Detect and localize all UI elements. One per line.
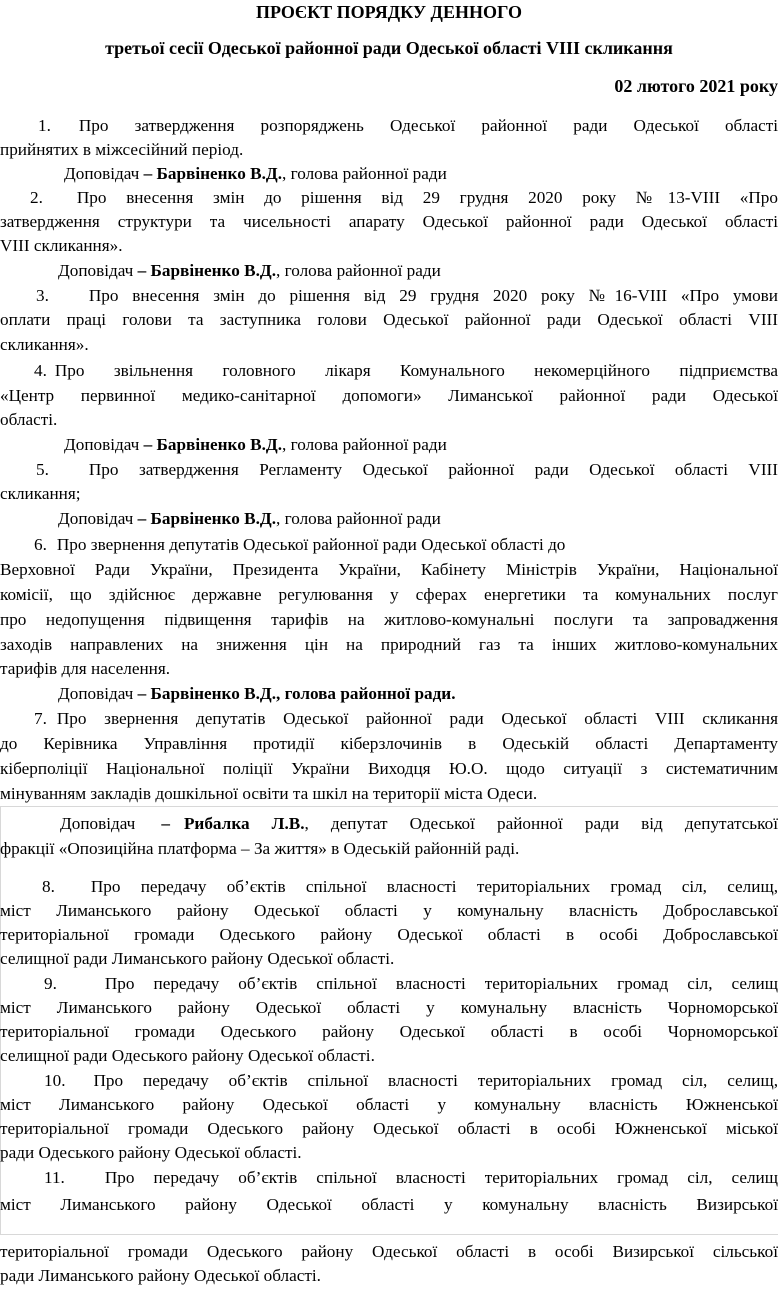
reporter-line — [0, 433, 778, 457]
agenda-item-line: Верховної Ради України, Президента України, Кабінету Міністрів України, Національної — [0, 560, 778, 579]
agenda-item-line: міст Лиманського району Одеської області у комунальну власність Южненської — [0, 1095, 778, 1114]
reporter-label: Доповідач — [58, 684, 134, 703]
item-number: 6. — [34, 535, 47, 554]
reporter-role: , голова районної ради — [282, 164, 447, 183]
agenda-item-line: територіальної громади Одеського району Одеської області в особі Чорноморської — [0, 1022, 778, 1041]
reporter-line — [0, 682, 778, 706]
reporter-role-line: фракції «Опозиційна платформа – За життя» в Одеській районній раді. — [0, 839, 520, 858]
agenda-item-line: скликання». — [0, 335, 89, 354]
agenda-item-line: VIII скликання». — [0, 236, 123, 255]
reporter-dash: – — [143, 435, 153, 454]
agenda-item-line: заходів направлених на зниження цін на природний газ та інших житлово-комунальних — [0, 635, 778, 654]
agenda-item-line — [0, 186, 778, 210]
item-text: Про затвердження розпоряджень Одеської районної ради Одеської області — [78, 116, 778, 135]
agenda-item-line: міст Лиманського району Одеської області у комунальну власність Чорноморської — [0, 998, 778, 1017]
item-number: 10. — [44, 1071, 66, 1090]
agenda-item-line: мінуванням закладів дошкільної освіти та шкіл на території міста Одеси. — [0, 784, 538, 803]
reporter-name: Барвіненко В.Д. — [156, 164, 282, 183]
scan-edge-top — [0, 806, 778, 807]
item-text: Про внесення змін до рішення від 29 грудня 2020 року №16-VIII «Про умови — [88, 286, 778, 305]
agenda-item-line — [0, 359, 778, 383]
agenda-item-line: тарифів для населення. — [0, 659, 171, 678]
agenda-item-line — [0, 533, 778, 557]
agenda-item-line — [0, 1166, 778, 1190]
agenda-item-line: комісії, що здійснює державне регулювання у сферах енергетики та комунальних послуг — [0, 585, 778, 604]
reporter-dash: – — [161, 814, 170, 833]
reporter-dash: – — [137, 509, 147, 528]
agenda-item-line — [0, 114, 778, 138]
item-number: 7. — [34, 709, 47, 728]
reporter-role: , депутат Одеської районної ради від депутатської — [304, 814, 778, 833]
agenda-item-line: ради Лиманського району Одеської області. — [0, 1266, 321, 1285]
agenda-item-line: територіальної громади Одеського району Одеської області в особі Визирської сільської — [0, 1242, 778, 1261]
reporter-role: , голова районної ради — [282, 435, 447, 454]
reporter-name: Барвіненко В.Д. — [150, 684, 276, 703]
agenda-item-line: про недопущення підвищення тарифів на житлово-комунальні послуги та запровадження — [0, 610, 778, 629]
reporter-dash: – — [143, 164, 153, 183]
document-date: 02 лютого 2021 року — [614, 76, 778, 96]
item-text: Про передачу об’єктів спільної власності територіальних громад сіл, селищ — [104, 974, 778, 993]
item-text: Про внесення змін до рішення від 29 грудня 2020 року №13-VIII «Про — [76, 188, 778, 207]
reporter-role: , голова районної ради. — [276, 684, 456, 703]
agenda-item-line: затвердження структури та чисельності апарату Одеської районної ради Одеської області — [0, 212, 778, 231]
agenda-item-line — [0, 1069, 778, 1093]
agenda-item-line: територіальної громади Одеського району Одеської області в особі Доброславської — [0, 925, 778, 944]
reporter-label: Доповідач — [58, 261, 134, 280]
scan-edge-bottom — [0, 1234, 778, 1235]
agenda-item-line: селищної ради Лиманського району Одеської області. — [0, 949, 395, 968]
agenda-item-line — [0, 875, 778, 899]
item-text: Про передачу об’єктів спільної власності територіальних громад сіл, селищ, — [90, 877, 778, 896]
agenda-item-line: «Центр первинної медико-санітарної допомоги» Лиманської районної ради Одеської — [0, 386, 778, 405]
reporter-role: , голова районної ради — [276, 509, 441, 528]
reporter-name: Барвіненко В.Д. — [150, 509, 276, 528]
item-text: Про передачу об’єктів спільної власності територіальних громад сіл, селищ, — [93, 1071, 778, 1090]
reporter-label: Доповідач — [58, 509, 134, 528]
item-number: 4. — [34, 361, 47, 380]
agenda-item-line — [0, 284, 778, 308]
item-text: Про звернення депутатів Одеської районної ради Одеської області VIII скликання — [56, 709, 778, 728]
reporter-line — [0, 259, 778, 283]
agenda-item-line: області. — [0, 410, 58, 429]
item-number: 3. — [36, 286, 49, 305]
item-text: Про передачу об’єктів спільної власності територіальних громад сіл, селищ — [104, 1168, 778, 1187]
reporter-name: Барвіненко В.Д. — [156, 435, 282, 454]
agenda-item-line — [0, 458, 778, 482]
agenda-item-line — [0, 972, 778, 996]
agenda-item-line: міст Лиманського району Одеської області у комунальну власність Доброславської — [0, 901, 778, 920]
reporter-dash: – — [137, 684, 147, 703]
agenda-item-line: прийнятих в міжсесійний період. — [0, 140, 244, 159]
agenda-item-line: міст Лиманського району Одеської області у комунальну власність Визирської — [0, 1195, 778, 1214]
reporter-label: Доповідач — [64, 435, 140, 454]
item-number: 9. — [44, 974, 57, 993]
reporter-name: Барвіненко В.Д. — [150, 261, 276, 280]
agenda-item-line: ради Одеського району Одеської області. — [0, 1143, 302, 1162]
item-number: 5. — [36, 460, 49, 479]
reporter-label: Доповідач — [60, 814, 136, 833]
reporter-line — [0, 162, 778, 186]
item-text: Про затвердження Регламенту Одеської районної ради Одеської області VIII — [88, 460, 778, 479]
item-number: 1. — [38, 116, 51, 135]
agenda-item-line: селищної ради Одеського району Одеської області. — [0, 1046, 375, 1065]
agenda-item-line: скликання; — [0, 484, 81, 503]
agenda-item-line: оплати праці голови та заступника голови Одеської районної ради Одеської області VIII — [0, 310, 778, 329]
item-text: Про звільнення головного лікаря Комунального некомерційного підприємства — [54, 361, 778, 380]
reporter-line — [0, 812, 778, 836]
document-title: ПРОЄКТ ПОРЯДКУ ДЕННОГО — [256, 2, 522, 22]
document-subtitle: третьої сесії Одеської районної ради Одеської області VIII скликання — [105, 38, 673, 58]
reporter-role: , голова районної ради — [276, 261, 441, 280]
agenda-item-line: кіберполіції Національної поліції України Виходця Ю.О. щодо ситуації з систематичним — [0, 759, 778, 778]
item-number: 2. — [30, 188, 43, 207]
reporter-dash: – — [137, 261, 147, 280]
agenda-item-line: територіальної громади Одеського району Одеської області в особі Южненської міської — [0, 1119, 778, 1138]
item-number: 8. — [42, 877, 55, 896]
reporter-name: Рибалка Л.В. — [183, 814, 305, 833]
agenda-item-line: до Керівника Управління протидії кіберзлочинів в Одеській області Департаменту — [0, 734, 778, 753]
item-number: 11. — [44, 1168, 65, 1187]
reporter-label: Доповідач — [64, 164, 140, 183]
item-text: Про звернення депутатів Одеської районної ради Одеської області до — [56, 535, 566, 554]
agenda-item-line — [0, 707, 778, 731]
reporter-line — [0, 507, 778, 531]
